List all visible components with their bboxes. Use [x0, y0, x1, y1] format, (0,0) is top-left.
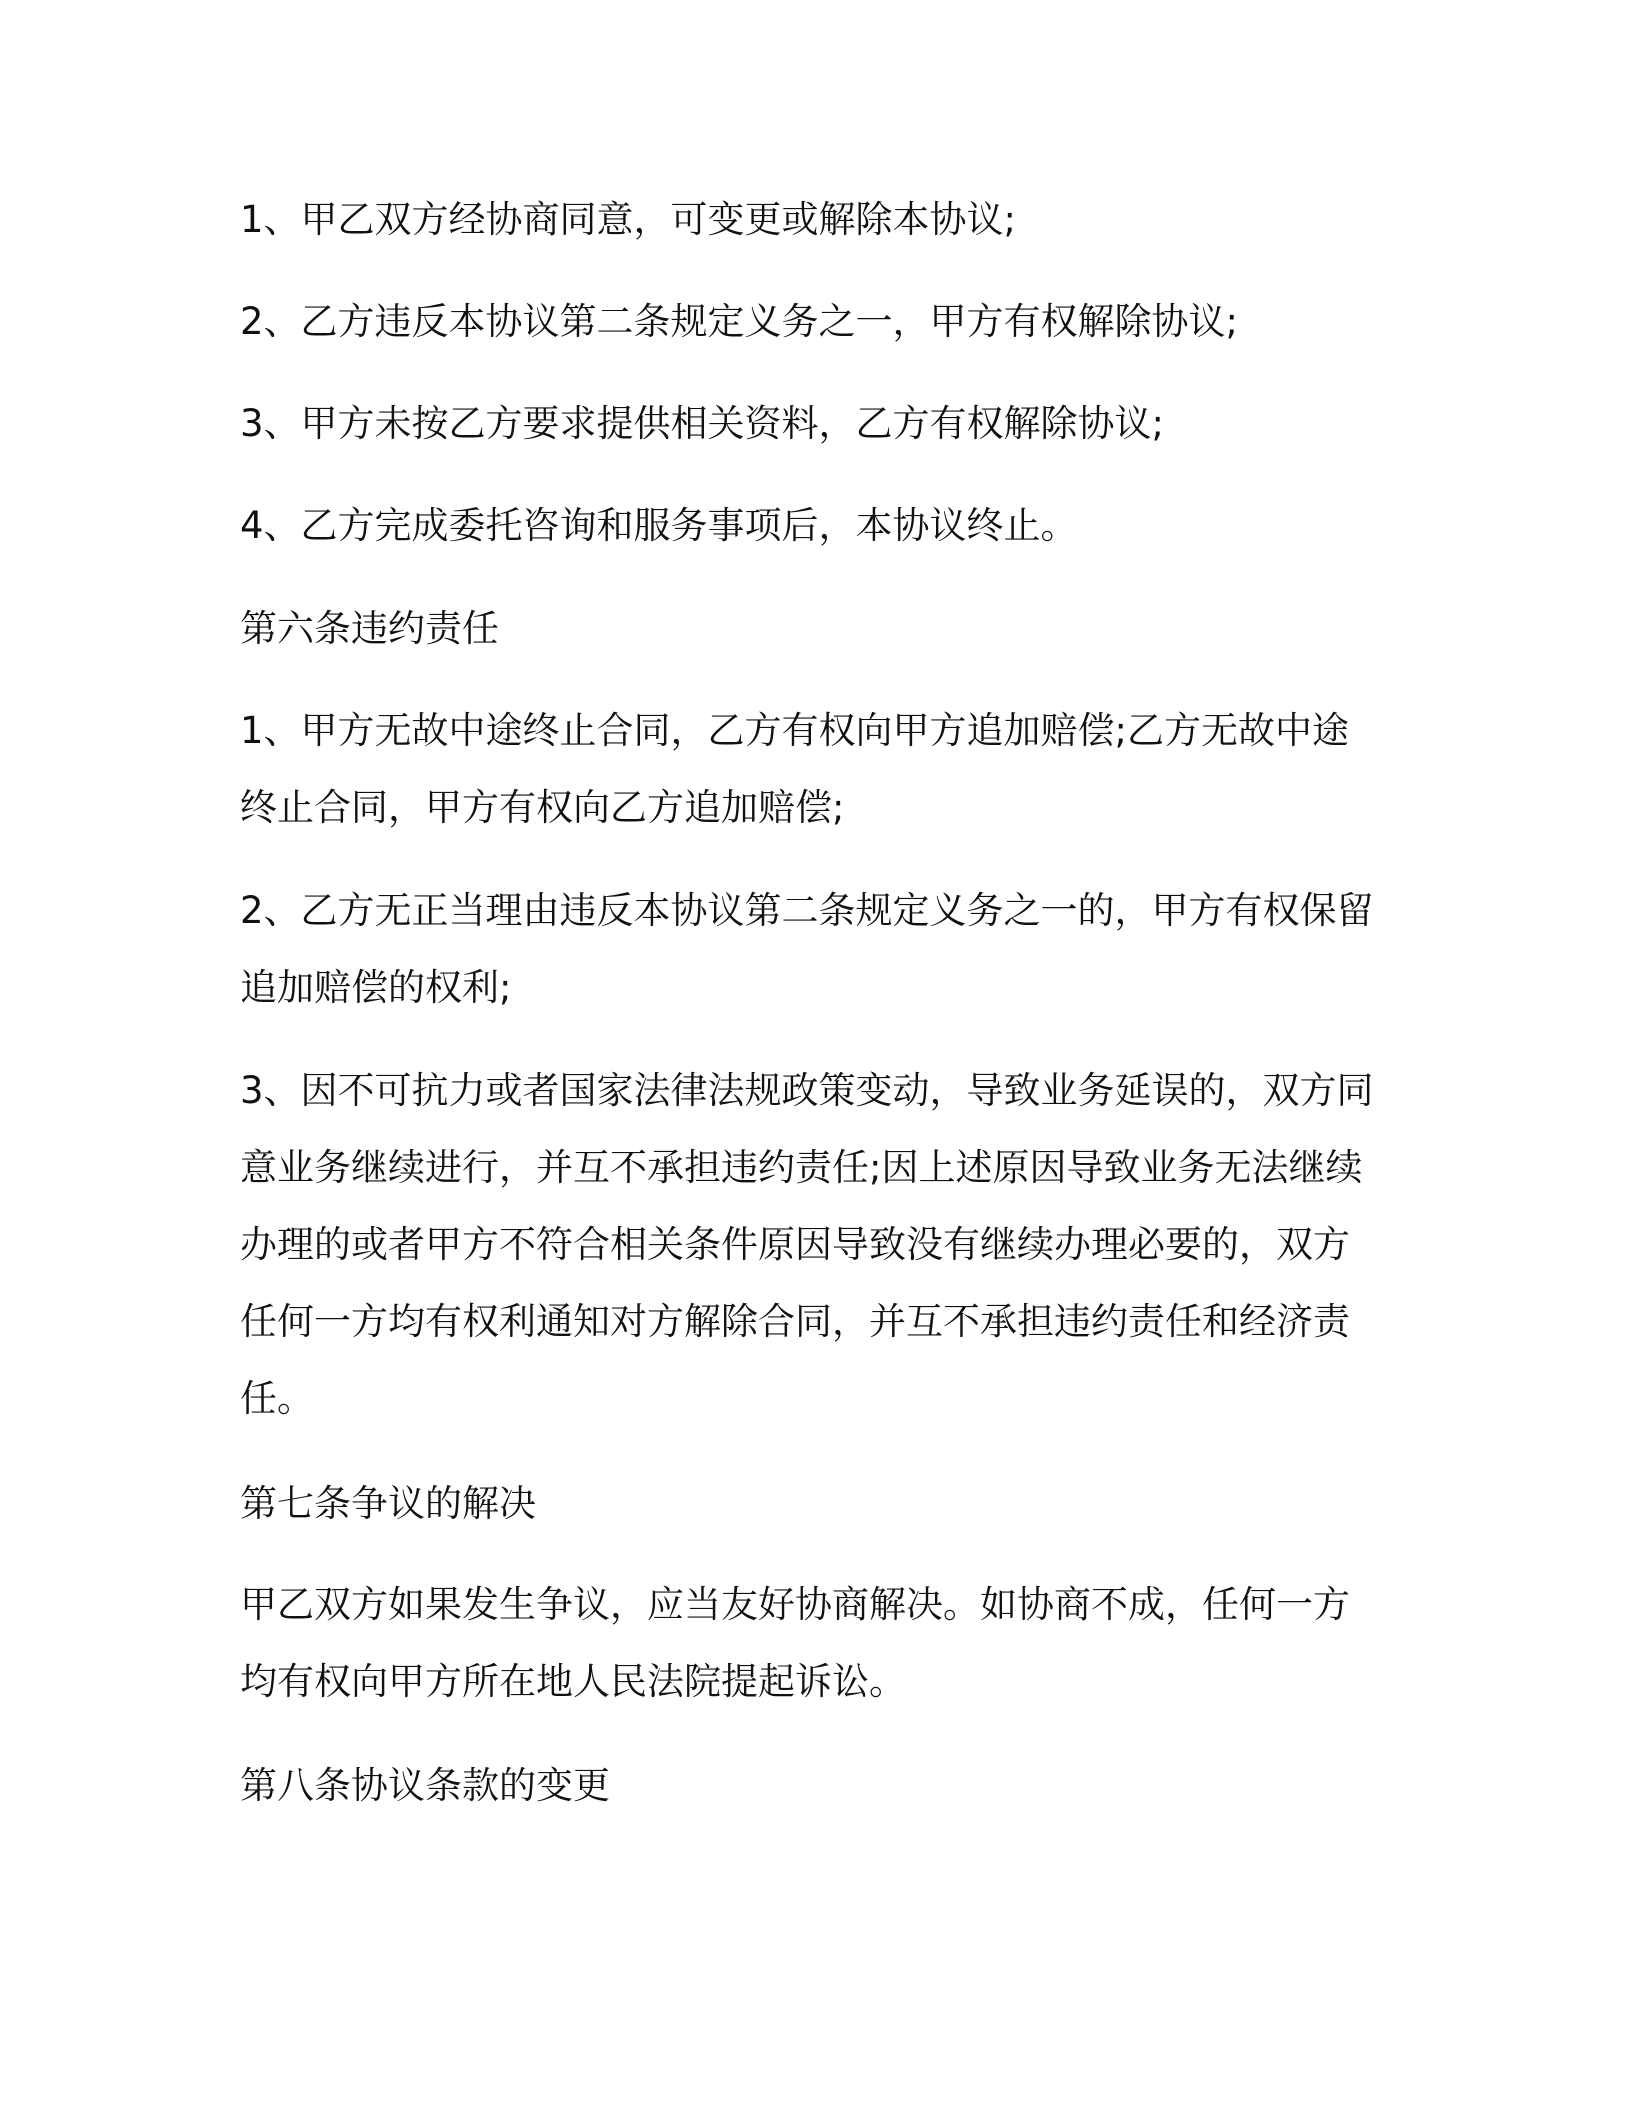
text-line: 4、乙方完成委托咨询和服务事项后，本协议终止。 [240, 504, 1078, 547]
clause-6-item-3 [240, 1052, 1400, 1437]
text-line: 第六条违约责任 [240, 607, 499, 650]
clause-6-item-2 [240, 872, 1400, 1026]
clause-6-heading [240, 590, 1400, 667]
clause-5-item-3 [240, 385, 1400, 462]
text-line: 1、甲乙双方经协商同意，可变更或解除本协议; [240, 198, 1017, 241]
text-line: 任。 [240, 1377, 314, 1420]
clause-6-item-1 [240, 692, 1400, 846]
text-line: 均有权向甲方所在地人民法院提起诉讼。 [240, 1660, 906, 1703]
clause-7-body [240, 1566, 1400, 1720]
text-line: 追加赔偿的权利; [240, 966, 512, 1009]
text-line: 2、乙方违反本协议第二条规定义务之一，甲方有权解除协议; [240, 300, 1239, 343]
clause-7-heading [240, 1465, 1400, 1542]
text-line: 甲乙双方如果发生争议，应当友好协商解决。如协商不成，任何一方 [240, 1583, 1350, 1626]
clause-5-item-2 [240, 283, 1400, 360]
text-line: 终止合同，甲方有权向乙方追加赔偿; [240, 786, 845, 829]
text-line: 任何一方均有权利通知对方解除合同，并互不承担违约责任和经济责 [240, 1300, 1350, 1343]
clause-5-item-1 [240, 181, 1400, 258]
clause-8-heading [240, 1747, 1400, 1824]
text-line: 办理的或者甲方不符合相关条件原因导致没有继续办理必要的，双方 [240, 1223, 1350, 1266]
text-line: 意业务继续进行，并互不承担违约责任;因上述原因导致业务无法继续 [240, 1146, 1363, 1189]
text-line: 3、甲方未按乙方要求提供相关资料，乙方有权解除协议; [240, 402, 1165, 445]
text-line: 第七条争议的解决 [240, 1482, 536, 1525]
text-line: 3、因不可抗力或者国家法律法规政策变动，导致业务延误的，双方同 [240, 1069, 1374, 1112]
text-line: 1、甲方无故中途终止合同，乙方有权向甲方追加赔偿;乙方无故中途 [240, 709, 1350, 752]
text-line: 第八条协议条款的变更 [240, 1764, 610, 1807]
clause-5-item-4 [240, 487, 1400, 564]
text-line: 2、乙方无正当理由违反本协议第二条规定义务之一的，甲方有权保留 [240, 889, 1374, 932]
